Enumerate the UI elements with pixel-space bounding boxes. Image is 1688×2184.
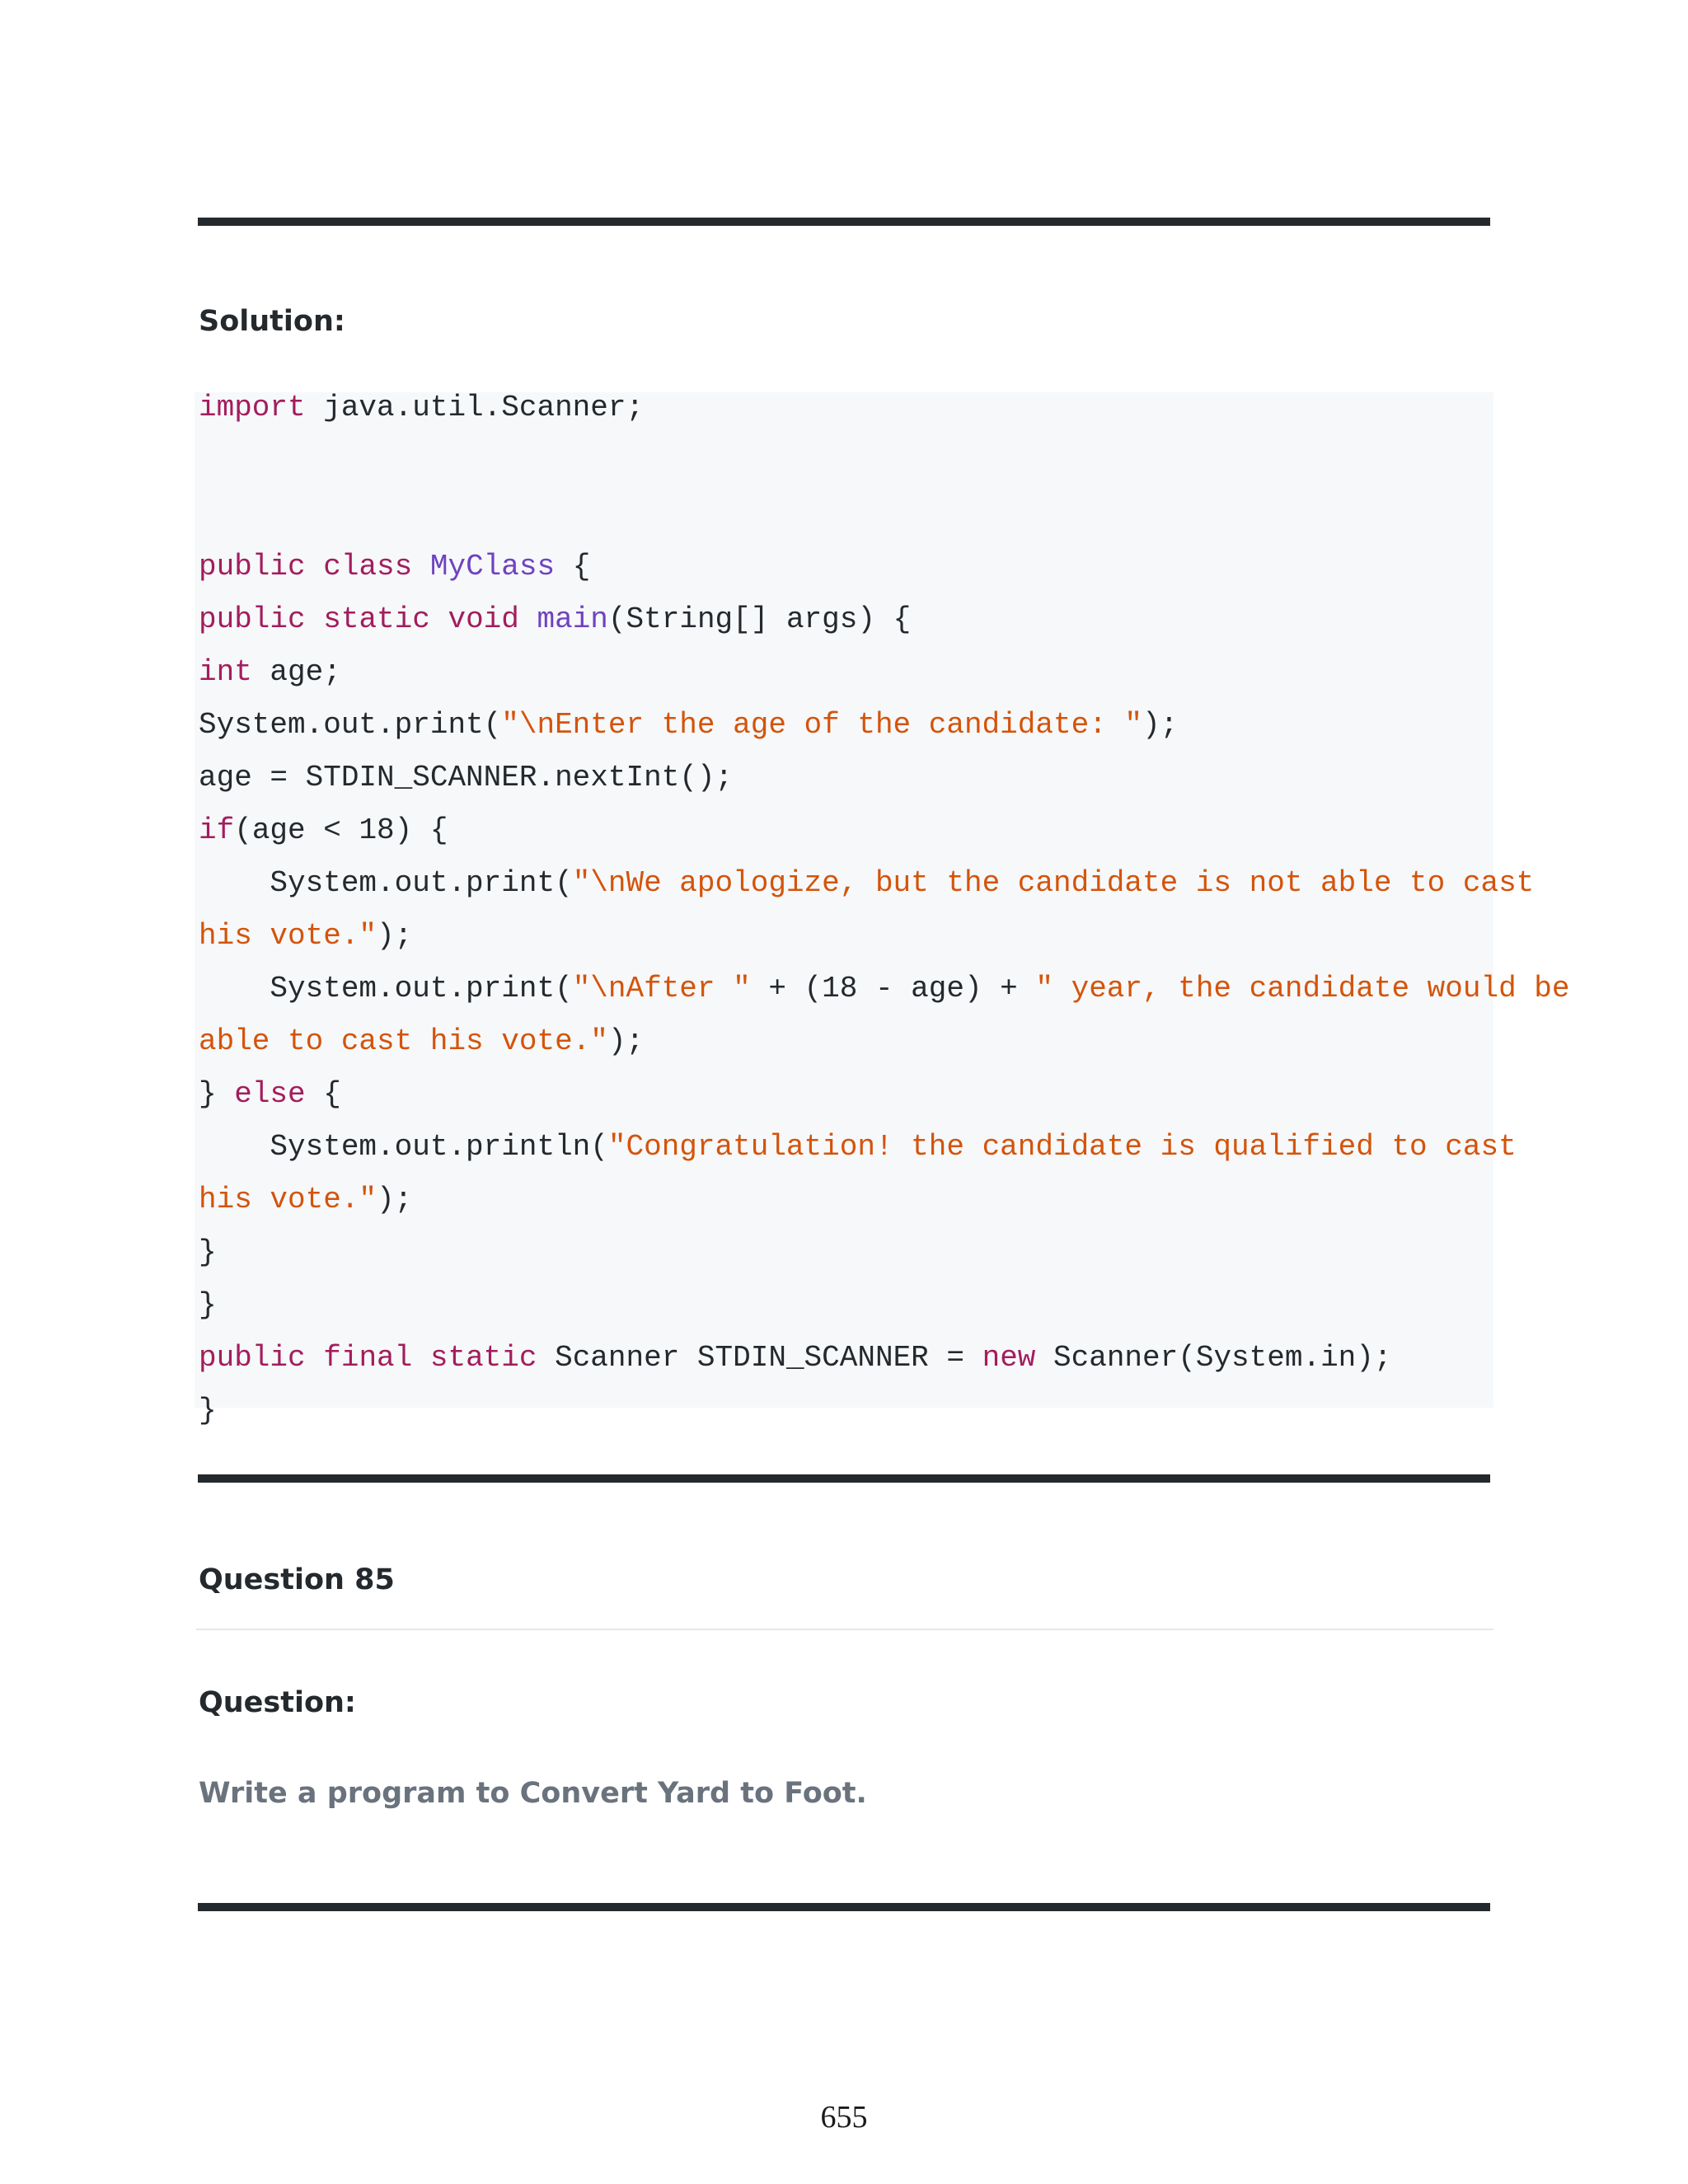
question-number-heading: Question 85 (199, 1563, 395, 1596)
code-token-kw: new (982, 1341, 1036, 1375)
code-token-str: " year, the candidate would be (1035, 972, 1570, 1005)
code-token-pl: { (305, 1077, 341, 1111)
code-line (199, 646, 341, 699)
code-token-str: "Congratulation! the candidate is qualified to cast (607, 1130, 1517, 1164)
code-token-pl: Scanner(System.in); (1035, 1341, 1392, 1375)
code-line (199, 1015, 644, 1068)
code-token-str: able to cast his vote." (199, 1024, 608, 1058)
code-token-pl: + (18 - age) + (750, 972, 1036, 1005)
code-line (199, 857, 1534, 910)
top-divider (198, 218, 1490, 226)
code-token-str: his vote." (199, 919, 377, 953)
code-token-kw: public (199, 602, 306, 636)
code-token-kw: public (199, 550, 306, 583)
code-token-pl: { (555, 550, 591, 583)
code-token-kw: public (199, 1341, 306, 1375)
code-token-kw: int (199, 655, 252, 689)
code-token-pl (306, 602, 324, 636)
code-token-kw: if (199, 813, 235, 847)
code-token-pl: (String[] args) { (607, 602, 912, 636)
code-token-pl: age = STDIN_SCANNER.nextInt(); (199, 761, 734, 794)
code-token-pl: java.util.Scanner; (305, 391, 645, 424)
bottom-divider (198, 1903, 1490, 1911)
code-token-kw: void (448, 602, 519, 636)
code-line (199, 963, 1570, 1015)
code-token-fn: MyClass (429, 550, 556, 583)
code-token-kw: static (429, 1341, 537, 1375)
code-line (199, 1121, 1517, 1174)
code-token-pl: (age < 18) { (234, 813, 448, 847)
code-line (199, 804, 448, 857)
question-separator (196, 1629, 1493, 1630)
code-token-pl: ); (607, 1024, 645, 1058)
code-line (199, 910, 412, 963)
code-token-pl: System.out.print( (199, 866, 573, 900)
code-token-str: his vote." (199, 1183, 377, 1216)
code-line (199, 699, 1178, 752)
code-token-pl (306, 1341, 324, 1375)
code-line (199, 1226, 217, 1279)
code-token-str: "\nAfter " (572, 972, 751, 1005)
page-number: 655 (820, 2100, 868, 2135)
code-line (199, 1068, 341, 1121)
code-token-kw: else (234, 1077, 306, 1111)
code-token-pl (306, 550, 324, 583)
code-token-kw: final (323, 1341, 413, 1375)
code-token-pl (430, 602, 448, 636)
question-text: Write a program to Convert Yard to Foot. (199, 1777, 867, 1810)
code-token-pl: ); (377, 1183, 413, 1216)
middle-divider (198, 1474, 1490, 1483)
code-line (199, 1279, 217, 1332)
code-line (199, 541, 590, 593)
code-token-pl: } (199, 1394, 217, 1427)
code-line (199, 593, 911, 646)
code-token-fn: main (537, 602, 608, 636)
code-line (199, 1332, 1391, 1385)
code-token-pl: Scanner STDIN_SCANNER = (537, 1341, 982, 1375)
code-token-pl: System.out.print( (199, 708, 502, 742)
code-token-pl (412, 550, 430, 583)
code-token-kw: import (199, 391, 306, 424)
code-token-pl (519, 602, 537, 636)
code-line (199, 1385, 217, 1437)
code-token-pl: age; (251, 655, 341, 689)
solution-heading: Solution: (199, 305, 345, 338)
code-token-pl: } (199, 1077, 235, 1111)
code-token-str: "\nEnter the age of the candidate: " (501, 708, 1142, 742)
code-token-kw: class (323, 550, 413, 583)
code-token-pl: } (199, 1235, 217, 1269)
code-token-pl: System.out.print( (199, 972, 573, 1005)
code-line (199, 1174, 412, 1226)
code-token-pl: ); (377, 919, 413, 953)
code-line (199, 752, 733, 804)
code-block (195, 391, 1570, 1427)
code-line (199, 382, 644, 434)
code-token-pl: System.out.println( (199, 1130, 608, 1164)
code-token-pl: } (199, 1288, 217, 1322)
code-token-pl: ); (1142, 708, 1179, 742)
code-token-pl (412, 1341, 430, 1375)
code-token-str: "\nWe apologize, but the candidate is not able to cast (572, 866, 1535, 900)
code-token-kw: static (323, 602, 430, 636)
question-heading: Question: (199, 1686, 356, 1719)
